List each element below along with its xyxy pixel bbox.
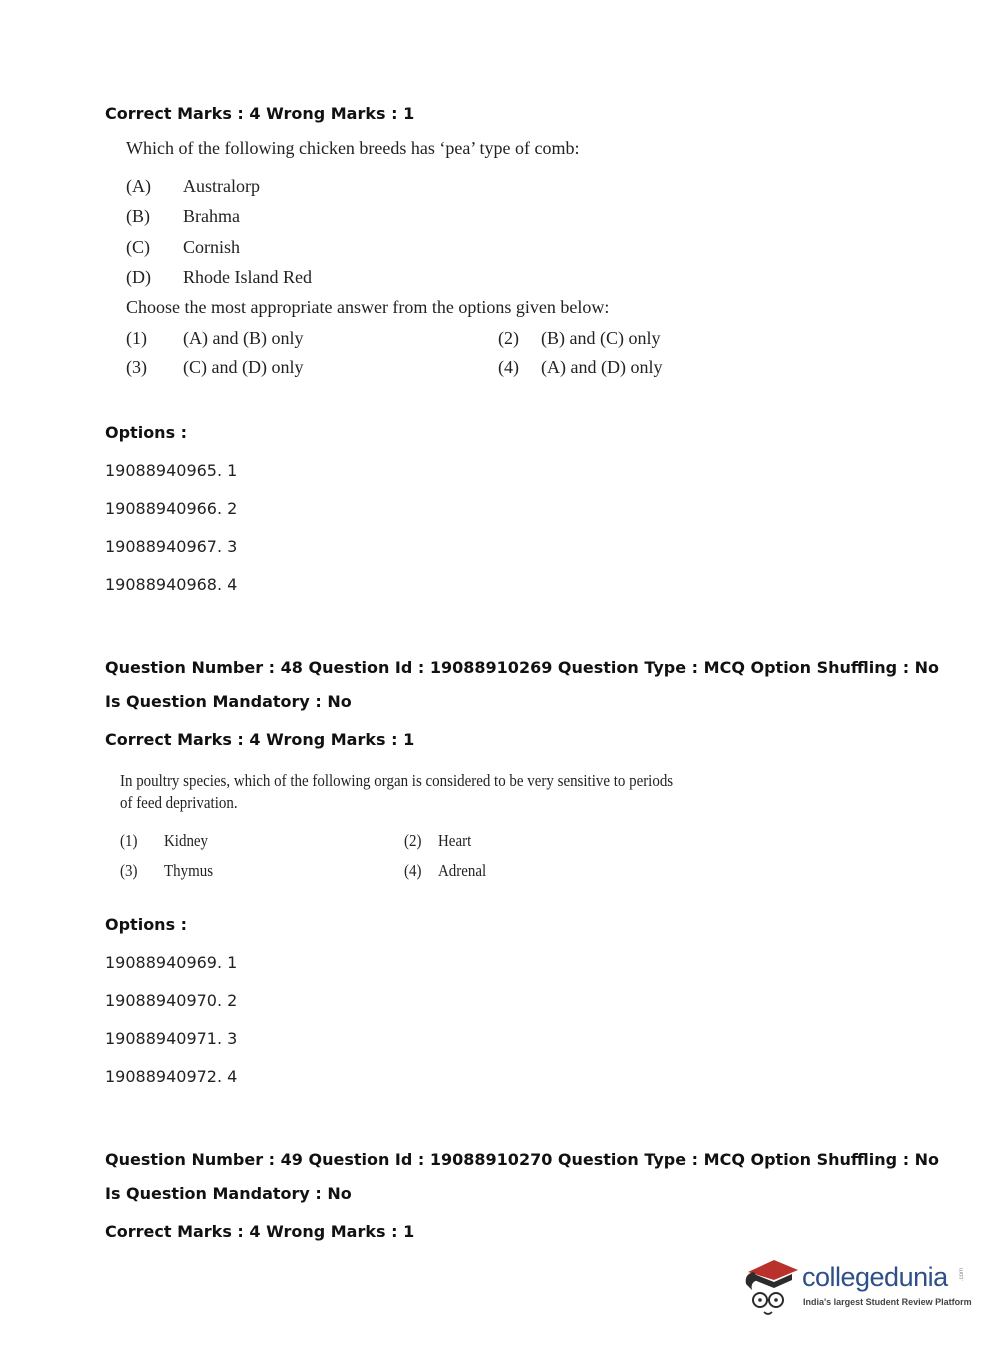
choice-text: (B) and (C) only	[541, 328, 661, 348]
question-text-line2: of feed deprivation.	[120, 793, 238, 812]
collegedunia-mascot-icon	[740, 1250, 810, 1320]
option-line: 19088940972. 4	[105, 1067, 238, 1086]
option-line: 19088940967. 3	[105, 537, 238, 556]
question-header: Question Number : 48 Question Id : 19088910269 Question Type : MCQ Option Shuffling : No	[105, 658, 940, 677]
mandatory-line: Is Question Mandatory : No	[105, 1184, 352, 1203]
option-line: 19088940965. 1	[105, 461, 238, 480]
option-line: 19088940969. 1	[105, 953, 238, 972]
choice-text: (C) and (D) only	[183, 357, 304, 377]
item-label: (C)	[126, 237, 150, 257]
choice-text: Thymus	[164, 861, 214, 880]
instruction-text: Choose the most appropriate answer from the options given below:	[126, 297, 610, 317]
item-text: Australorp	[183, 176, 260, 196]
option-line: 19088940971. 3	[105, 1029, 238, 1048]
choice-label: (4)	[498, 357, 519, 377]
choice-label: (3)	[120, 861, 138, 880]
item-label: (A)	[126, 176, 151, 196]
choice-text: Heart	[438, 831, 472, 850]
mandatory-line: Is Question Mandatory : No	[105, 692, 352, 711]
option-line: 19088940966. 2	[105, 499, 238, 518]
choice-label: (3)	[126, 357, 147, 377]
option-line: 19088940970. 2	[105, 991, 238, 1010]
item-text: Cornish	[183, 237, 241, 257]
option-line: 19088940968. 4	[105, 575, 238, 594]
choice-text: (A) and (B) only	[183, 328, 304, 348]
item-text: Rhode Island Red	[183, 267, 312, 287]
choice-text: Kidney	[164, 831, 209, 850]
choice-label: (1)	[120, 831, 138, 850]
item-text: Brahma	[183, 206, 240, 226]
choice-text: (A) and (D) only	[541, 357, 663, 377]
item-label: (B)	[126, 206, 150, 226]
marks-line: Correct Marks : 4 Wrong Marks : 1	[105, 104, 415, 123]
choice-label: (2)	[404, 831, 422, 850]
logo-tagline: India's largest Student Review Platform	[803, 1297, 972, 1307]
question-text: Which of the following chicken breeds has ‘pea’ type of comb:	[126, 138, 580, 158]
options-heading: Options :	[105, 915, 188, 934]
marks-line: Correct Marks : 4 Wrong Marks : 1	[105, 1222, 415, 1241]
question-text-line1: In poultry species, which of the following organ is considered to be very sensitive to periods	[120, 771, 674, 790]
logo-wordmark: collegedunia	[802, 1262, 948, 1292]
choice-text: Adrenal	[438, 861, 487, 880]
choice-label: (4)	[404, 861, 422, 880]
question-header: Question Number : 49 Question Id : 19088910270 Question Type : MCQ Option Shuffling : No	[105, 1150, 940, 1169]
item-label: (D)	[126, 267, 151, 287]
options-heading: Options :	[105, 423, 188, 442]
choice-label: (2)	[498, 328, 519, 348]
logo-suffix: .com	[959, 1268, 965, 1282]
marks-line: Correct Marks : 4 Wrong Marks : 1	[105, 730, 415, 749]
choice-label: (1)	[126, 328, 147, 348]
